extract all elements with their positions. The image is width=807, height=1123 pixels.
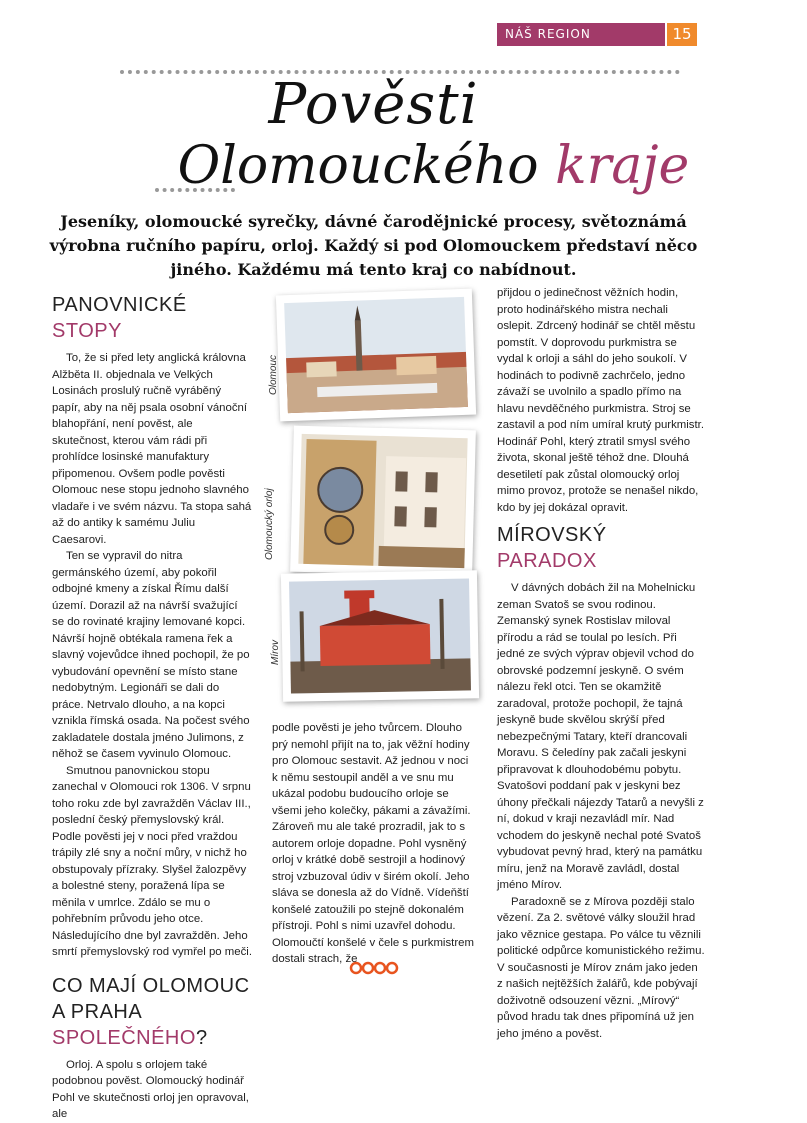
title-main: Olomouckého — [177, 136, 556, 196]
coop-logo — [350, 960, 398, 976]
page-title-line1: Pověsti — [268, 72, 479, 137]
heading-accent: SPOLEČNÉHO — [52, 1026, 196, 1049]
heading-accent: STOPY — [52, 320, 122, 342]
photo-orloj — [290, 426, 476, 577]
paragraph: Paradoxně se z Mírova později stalo vězení. Za 2. světové války sloužil hrad jako věznice gestapa. Po válce tu věznili politické odpůrce komunistického režimu. V současnosti je Mírov znám jako jeden z našich nejtěžších žalářů, kde pobývají doživotně odsouzení vězni. „Mírový“ původ hradu tak dnes připomíná už jen jeho jméno a pověst. — [497, 895, 705, 1040]
article-lead: Jeseníky, olomoucké syrečky, dávné čarodějnické procesy, světoznámá výrobna ručního papíru, orloj. Každý si pod Olomouckem představí něco jiného. Každému má tento kraj co nabídnout. — [49, 212, 698, 279]
caption-olomouc: Olomouc — [268, 354, 279, 395]
paragraph: Orloj. A spolu s orlojem také podobnou pověst. Olomoucký hodinář Pohl ve skutečnosti orloj jen opravoval, ale — [52, 1058, 249, 1120]
page-title-line2 — [60, 136, 807, 196]
paragraph: To, že si před lety anglická královna Alžběta II. objednala ve Velkých Losinách proslulý ručně vyráběný papír, aby na něj psala osobní vánoční blahopřání, není pověst, ale skutečnost, kterou vám rádi při prohlídce losinské manufaktury připomenou. Ovšem podle pověsti Olomouc nese stopu jednoho slavného vladaře i ve svém názvu. Ta stopa sahá až do antiky k samému Juliu Caesarovi. — [52, 352, 252, 546]
section-label-bar — [497, 23, 665, 46]
paragraph: Ten se vypravil do nitra germánského území, aby pokořil odbojné kmeny a získal Římu další území. Dorazil až na návrší svažující se do rovinaté krajiny lemované kopci. Návrší hojně obtékala ramena řek a slavný vojevůdce ihned pochopil, že po vybudování opevnění se místo stane nedobytným. Legionáři se dali do práce. Netrvalo dlouho, a na kopci vznikla římská osada. Na počest svého zakladatele dostala jméno Julimons, z něhož se časem vyvinulo Olomouc. — [52, 550, 250, 760]
title-accent: kraje — [555, 136, 690, 196]
mirov-image — [289, 578, 471, 693]
section-heading-mirov — [497, 522, 705, 574]
heading-accent: PARADOX — [497, 550, 597, 572]
page-number: 15 — [667, 23, 697, 46]
caption-orloj: Olomoucký orloj — [264, 488, 275, 560]
decorative-divider — [155, 188, 235, 192]
photo-mirov — [281, 570, 479, 701]
heading-end: ? — [195, 1026, 208, 1049]
paragraph: V dávných dobách žil na Mohelnicku zeman Svatoš se svou rodinou. Zemanský synek Rostislav miloval přírodu a rád se toulal po lesích. Při jedné ze svých výprav objevil vchod do obrovské podzemní jeskyně. O svém nálezu řekl otci. Ten se okamžitě zaradoval, protože pochopil, že tajná jeskyně bude skvělou skrýší před nebezpečnými Tatary, kteří drancovali Moravu. S čeledíny pak začali jeskyni připravovat k dlouhodobému pobytu. Svatošovi poddaní pak v jeskyni bez úhony přečkali nájezdy Tatarů a nevyšli z ní, dokud v kraji nezavládl mír. Nad vchodem do jeskyně nechal poté Svatoš vybudovat pevný hrad, který na památku míru, jenž na Moravě zavládl, dostal jméno Mírov. — [497, 582, 704, 891]
orloj-image — [298, 434, 467, 568]
caption-mirov: Mírov — [270, 640, 281, 665]
heading-main: CO MAJÍ OLOMOUC A PRAHA — [52, 974, 250, 1023]
heading-main: MÍROVSKÝ — [497, 524, 607, 546]
olomouc-image — [284, 297, 468, 413]
paragraph: přijdou o jedinečnost věžních hodin, proto hodinářského mistra nechali oslepit. Zdrcený hodinář se chtěl městu pomstít. V doprovodu purkmistra se vydal k orloji a sáhl do jeho soukolí. V hodinách to podivně zachrčelo, jedno závaží se uvolnilo a spadlo přímo na hlavu nevděčného purkmistra. Stroj se zastavil a pod ním umíral krutý purkmistr. Hodinář Pohl, který ztratil smysl svého života, skonal ještě téhož dne. Dlouhá desetiletí pak zůstal olomoucký orloj mimo provoz, protože se nenašel nikdo, kdo by jej dokázal opravit. — [497, 287, 704, 514]
column-3 — [497, 285, 705, 1042]
heading-main: PANOVNICKÉ — [52, 294, 187, 316]
paragraph: podle pověsti je jeho tvůrcem. Dlouho prý nemohl přijít na to, jak věžní hodiny pro Olomouc sestavit. Až jednou v noci k němu sestoupil anděl a ve snu mu ukázal podobu budoucího orloje se všemi jeho kolečky, pákami a závažími. Zároveň mu ale také prozradil, jak to s autorem orloje dopadne. Pohl vysněný orloj v krátké době sestrojil a hodinový stroj vzbuzoval údiv v širém okolí. Jeho sláva se donesla až do Vídně. Vídeňští konšelé zatoužili po stejně dokonalém přístroji. Pohl s nimi uzavřel dohodu. Olomoučtí konšelé v čele s purkmistrem dostali strach, že — [272, 722, 474, 965]
photo-olomouc — [276, 289, 476, 422]
section-heading-stopy — [52, 292, 252, 344]
section-heading-orloj — [52, 973, 252, 1051]
column-1 — [52, 288, 252, 1123]
section-label: NÁŠ REGION — [505, 27, 591, 41]
column-2 — [272, 720, 477, 968]
paragraph: Smutnou panovnickou stopu zanechal v Olomouci rok 1306. V srpnu toho roku zde byl zavražděn Václav III., poslední český přemyslovský král. Podle pověsti jej v noci před vraždou trápily zlé sny a noční můry, v nichž ho obstupovaly přízraky. Slyšel žalozpěvy a bolestné steny, poražená lípa se měnila v umrlce. Zdálo se mu o pohřebním průvodu jeho otce. Následujícího dne byl zavražděn. Jeho smrtí přemyslovský rod vymřel po meči. — [52, 764, 253, 958]
